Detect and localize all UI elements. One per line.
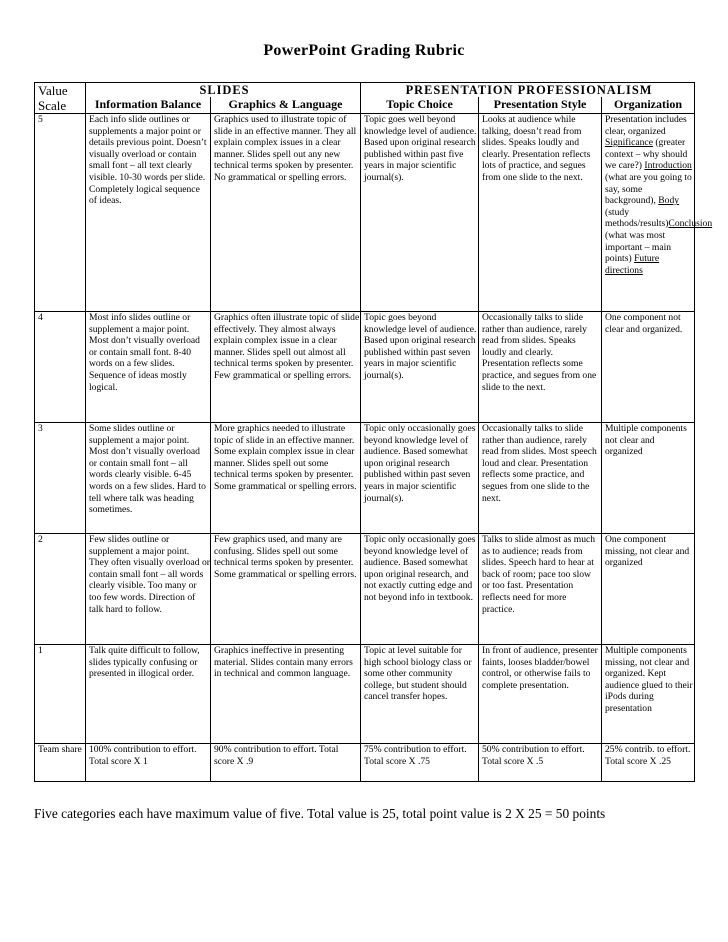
org-text: Presentation includes clear, organized	[605, 114, 687, 137]
graphics-language-cell: Graphics ineffective in presenting material. Slides contain many errors in technical and common language.	[211, 645, 361, 744]
org-text: (greater context – why should we care?)	[605, 137, 688, 172]
scale-cell: 4	[35, 312, 86, 423]
table-row-team-share	[35, 744, 695, 782]
future-directions-term: Future directions	[605, 253, 660, 276]
presentation-style-cell: In front of audience, presenter faints, looses bladder/bowel control, or otherwise fails to complete presentation.	[479, 645, 602, 744]
header-row-groups	[35, 83, 695, 98]
table-row-score-5	[35, 114, 695, 312]
organization-cell: 25% contrib. to effort. Total score X .25	[602, 744, 695, 782]
info-balance-cell: Few slides outline or supplement a major point. They often visually overload or contain small font – all words clearly visible. Too many or too few words. Direction of talk hard to follow.	[86, 534, 211, 645]
scale-cell: 2	[35, 534, 86, 645]
value-scale-header: Value Scale	[35, 83, 86, 114]
significance-term: Significance	[605, 137, 653, 149]
presentation-style-cell: Talks to slide almost as much as to audience; reads from slides. Speech hard to hear at back of room; pace too slow or too fast. Presentation reflects need for more practice.	[479, 534, 602, 645]
introduction-term: Introduction	[644, 160, 692, 172]
scale-cell: 3	[35, 423, 86, 534]
presentation-style-cell: Occasionally talks to slide rather than audience, rarely read from slides. Speaks loudly and clearly. Presentation reflects some practice, and segues from one slide to the next.	[479, 312, 602, 423]
organization-cell: One component missing, not clear and organized	[602, 534, 695, 645]
org-text: (what are you going to say, some background),	[605, 171, 692, 207]
organization-cell: One component not clear and organized.	[602, 312, 695, 423]
info-balance-cell: Some slides outline or supplement a major point. Most don’t visually overload or contain small font – all words clearly visible. 6-45 words on a few slides. Hard to tell where talk was heading sometimes.	[86, 423, 211, 534]
org-text: (study methods/results)	[605, 206, 669, 230]
org-text: (what was most important – main points)	[605, 229, 672, 265]
scale-cell: 1	[35, 645, 86, 744]
header-row-columns	[35, 97, 695, 114]
body-term: Body	[658, 195, 680, 207]
rubric-table	[34, 82, 713, 782]
topic-choice-cell: Topic only occasionally goes beyond knowledge level of audience. Based somewhat upon original research published within past seven years in major scientific journal(s).	[361, 423, 479, 534]
topic-choice-cell: Topic only occasionally goes beyond knowledge level of audience. Based somewhat upon original research, and not exactly cutting edge and not beyond info in textbook.	[361, 534, 479, 645]
footnote: Five categories each have maximum value of five. Total value is 25, total point value is 2 X 25 = 50 points	[34, 806, 606, 821]
slides-group-header: SLIDES	[86, 83, 361, 98]
column-header-graphics-language: Graphics & Language	[211, 97, 361, 114]
column-header-topic-choice: Topic Choice	[361, 97, 479, 114]
organization-cell: Multiple components missing, not clear and organized. Kept audience glued to their iPods during presentation	[602, 645, 695, 744]
graphics-language-cell: Graphics often illustrate topic of slide effectively. They almost always explain complex issue in a clear manner. Slides spell out almost all technical terms spoken by presenter. Few grammatical or spelling errors.	[211, 312, 361, 423]
table-row-score-2	[35, 534, 695, 645]
column-header-presentation-style: Presentation Style	[479, 97, 602, 114]
info-balance-cell: Each info slide outlines or supplements a major point or details previous point. Doesn’t visually overload or contain small font – all text clearly visible. 10-30 words per slide. Completely logical sequence of ideas.	[86, 114, 211, 312]
graphics-language-cell: 90% contribution to effort. Total score X .9	[211, 744, 361, 782]
info-balance-cell: 100% contribution to effort. Total score X 1	[86, 744, 211, 782]
scale-cell: Team share	[35, 744, 86, 782]
topic-choice-cell: Topic goes beyond knowledge level of audience. Based upon original research published within past seven years in major scientific journal(s).	[361, 312, 479, 423]
topic-choice-cell: 75% contribution to effort. Total score X .75	[361, 744, 479, 782]
graphics-language-cell: Few graphics used, and many are confusing. Slides spell out some technical terms spoken by presenter. Some grammatical or spelling errors.	[211, 534, 361, 645]
info-balance-cell: Most info slides outline or supplement a major point. Most don’t visually overload or contain small font. 8-40 words on a few slides. Sequence of ideas mostly logical.	[86, 312, 211, 423]
organization-cell: Multiple components not clear and organized	[602, 423, 695, 534]
presentation-style-cell: Looks at audience while talking, doesn’t read from slides. Speaks loudly and clearly. Presentation reflects lots of practice, and segues from one slide to the next.	[479, 114, 602, 312]
column-header-organization: Organization	[602, 97, 695, 114]
graphics-language-cell: Graphics used to illustrate topic of slide in an effective manner. They all explain complex issues in a clear manner. Slides spell out any new technical terms spoken by presenter. No grammatical or spelling errors.	[211, 114, 361, 312]
column-header-information-balance: Information Balance	[86, 97, 211, 114]
topic-choice-cell: Topic goes well beyond knowledge level of audience. Based upon original research published within past five years in major scientific journal(s).	[361, 114, 479, 312]
presentation-group-header: PRESENTATION PROFESSIONALISM	[361, 83, 695, 98]
info-balance-cell: Talk quite difficult to follow, slides typically confusing or presented in illogical order.	[86, 645, 211, 744]
table-row-score-3	[35, 423, 695, 534]
presentation-style-cell: Occasionally talks to slide rather than audience, rarely read from slides. Most speech loud and clear. Presentation reflects some practice, and segues from one slide to the next.	[479, 423, 602, 534]
presentation-style-cell: 50% contribution to effort. Total score X .5	[479, 744, 602, 782]
topic-choice-cell: Topic at level suitable for high school biology class or some other community college, but student should cancel transfer hopes.	[361, 645, 479, 744]
page-title: PowerPoint Grading Rubric	[263, 42, 465, 59]
table-row-score-4	[35, 312, 695, 423]
scale-cell: 5	[35, 114, 86, 312]
conclusion-term: Conclusion	[668, 218, 713, 230]
graphics-language-cell: More graphics needed to illustrate topic of slide in an effective manner. Some explain complex issue in clear manner. Slides spell out some technical terms spoken by presenter. Some grammatical or spelling errors.	[211, 423, 361, 534]
table-row-score-1	[35, 645, 695, 744]
organization-cell	[602, 114, 713, 312]
